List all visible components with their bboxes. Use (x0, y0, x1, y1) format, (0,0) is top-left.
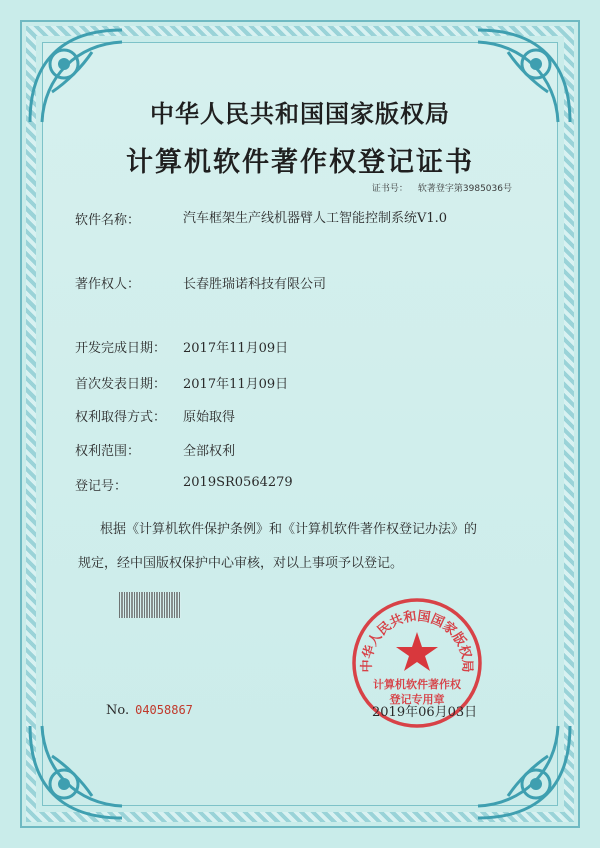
corner-ornament (468, 716, 578, 826)
seal-line2: 登记专用章 (389, 693, 445, 706)
field-label: 软件名称： (75, 213, 141, 228)
field-label: 开发完成日期： (75, 341, 167, 356)
field-label: 首次发表日期： (75, 377, 167, 392)
field-label: 权利范围： (75, 444, 141, 459)
field-registration-number (75, 475, 293, 494)
certificate-number (372, 181, 512, 194)
certificate-title: 计算机软件著作权登记证书 (126, 147, 474, 178)
field-pub-date (75, 373, 288, 392)
field-owner (75, 273, 326, 292)
field-acquisition (75, 406, 235, 425)
field-label: 著作权人： (75, 277, 141, 292)
seal-line1: 计算机软件著作权 (373, 678, 461, 691)
field-value: 2017年11月09日 (183, 377, 289, 392)
field-value: 2019SR0564279 (183, 475, 293, 490)
barcode-image (119, 592, 181, 618)
statement-line: 根据《计算机软件保护条例》和《计算机软件著作权登记办法》的 (100, 522, 478, 537)
statement-line: 规定，经中国版权保护中心审核，对以上事项予以登记。 (78, 556, 404, 571)
certificate-number-label: 证书号： (371, 184, 408, 194)
field-label: 权利取得方式： (75, 410, 167, 425)
certification-statement (78, 513, 538, 581)
issue-date: 2019年06月03日 (372, 705, 478, 720)
issuer-title: 中华人民共和国国家版权局 (150, 99, 450, 128)
field-value: 2017年11月09日 (183, 341, 289, 356)
field-label: 登记号： (75, 479, 128, 494)
serial-number (106, 703, 193, 718)
seal-ring-text: 中华人民共和国国家版权局 (359, 609, 475, 673)
field-value: 全部权利 (183, 444, 236, 459)
field-value: 原始取得 (183, 410, 236, 425)
serial-label: No. (106, 703, 130, 718)
corner-ornament (22, 716, 132, 826)
certificate-number-value: 软著登字第3985036号 (417, 184, 512, 194)
field-value: 汽车框架生产线机器臂人工智能控制系统V1.0 (183, 211, 448, 226)
field-scope (75, 440, 235, 459)
field-software-name (75, 209, 483, 228)
serial-value: 04058867 (135, 703, 193, 717)
field-value: 长春胜瑞诺科技有限公司 (183, 277, 327, 292)
field-dev-date (75, 337, 288, 356)
